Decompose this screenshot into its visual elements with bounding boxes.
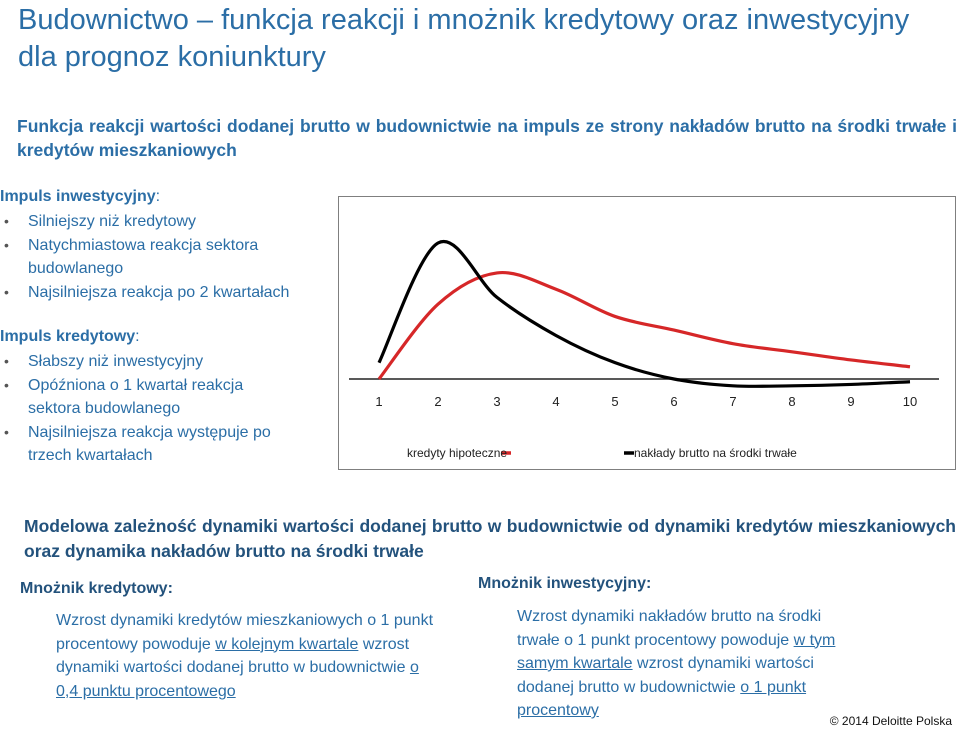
investment-impulse-label: Impuls inwestycyjny: <box>0 188 161 205</box>
credit-multiplier-text <box>56 609 436 703</box>
underlined-text: w tym samym kwartale <box>517 631 836 672</box>
text-part: Wzrost dynamiki kredytów mieszkaniowych o 1 punkt procentowy powoduje <box>56 612 434 653</box>
credit-impulse-list <box>0 350 300 468</box>
credit-multiplier-section <box>20 580 440 703</box>
investment-impulse-list <box>0 210 300 304</box>
investment-multiplier-text <box>517 605 852 723</box>
text-part: wzrost dynamiki wartości dodanej brutto w budownictwie <box>56 635 410 676</box>
x-tick-label: 1 <box>375 394 383 409</box>
credit-impulse-label: Impuls kredytowy: <box>0 328 140 345</box>
x-tick-label: 2 <box>434 394 442 409</box>
list-item: • Silniejszy niż kredytowy <box>0 210 300 234</box>
list-item: • Natychmiastowa reakcja sektora budowlanego <box>0 234 300 281</box>
investment-multiplier-label: Mnożnik inwestycyjny: <box>478 575 652 592</box>
credit-impulse-section <box>0 328 330 468</box>
text-part: wzrost dynamiki wartości dodanej brutto w budownictwie <box>517 655 814 696</box>
legend-label: nakłady brutto na środki trwałe <box>634 446 797 460</box>
x-tick-label: 4 <box>552 394 560 409</box>
page-title: Budownictwo – funkcja reakcji i mnożnik kredytowy oraz inwestycyjny dla prognoz koniunktury <box>18 4 910 73</box>
list-item: • Najsilniejsza reakcja po 2 kwartałach <box>0 281 300 305</box>
list-item: • Słabszy niż inwestycyjny <box>0 350 300 374</box>
chart-svg <box>339 197 955 469</box>
x-tick-label: 5 <box>611 394 619 409</box>
x-tick-label: 9 <box>847 394 855 409</box>
impulse-response-chart <box>338 196 956 470</box>
page-subtitle: Funkcja reakcji wartości dodanej brutto w budownictwie na impuls ze strony nakładów brutto na środki trwałe i kredytów mieszkaniowych <box>17 116 957 160</box>
x-tick-label: 8 <box>788 394 796 409</box>
underlined-text: o 1 punkt procentowy <box>517 678 807 719</box>
underlined-text: o 0,4 punktu procentowego <box>56 659 419 700</box>
x-tick-label: 6 <box>670 394 678 409</box>
list-item: • Najsilniejsza reakcja występuje po trzech kwartałach <box>0 421 300 468</box>
underlined-text: w kolejnym kwartale <box>215 635 359 653</box>
credit-multiplier-label: Mnożnik kredytowy: <box>20 580 173 597</box>
x-tick-label: 7 <box>729 394 737 409</box>
bottom-heading: Modelowa zależność dynamiki wartości dodanej brutto w budownictwie od dynamiki kredytów mieszkaniowych oraz dynamika nakładów brutto na środki trwałe <box>24 516 956 561</box>
series-line-credit <box>379 273 910 379</box>
investment-impulse-section <box>0 188 330 304</box>
list-item: • Opóźniona o 1 kwartał reakcja sektora budowlanego <box>0 374 300 421</box>
x-tick-label: 3 <box>493 394 501 409</box>
legend-label: kredyty hipoteczne <box>407 446 508 460</box>
text-part: Wzrost dynamiki nakładów brutto na środki trwałe o 1 punkt procentowy powoduje <box>517 608 822 649</box>
copyright: © 2014 Deloitte Polska <box>829 714 952 728</box>
investment-multiplier-section <box>478 575 918 723</box>
x-tick-label: 10 <box>902 394 918 409</box>
series-line-investment <box>379 241 910 386</box>
